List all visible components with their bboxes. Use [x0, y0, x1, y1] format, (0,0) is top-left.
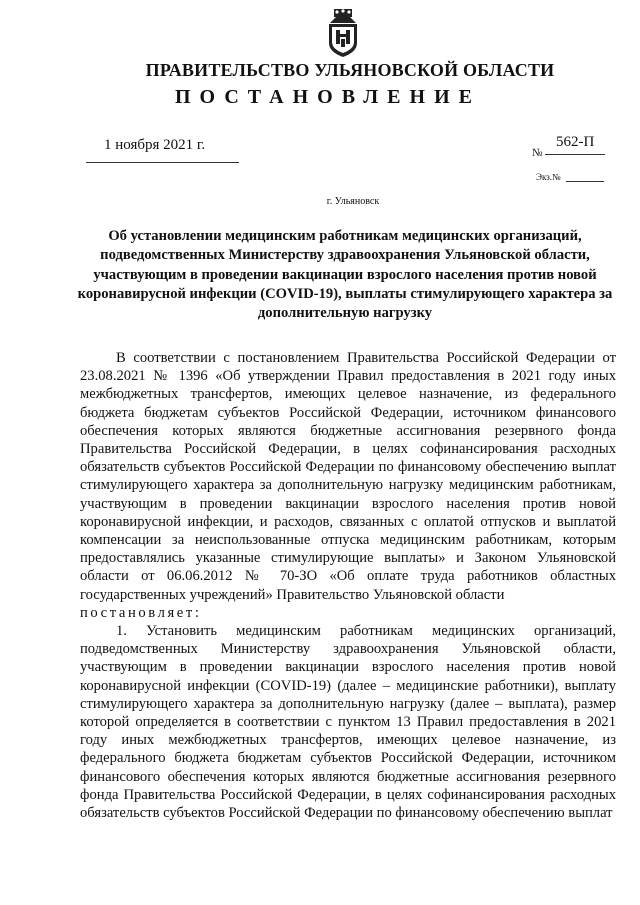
coat-of-arms-icon — [326, 8, 360, 58]
decree-title: Об установлении медицинским работникам медицинских организаций, подведомственных Министерству здравоохранения Ульяновской области, участвующим в проведении вакцинации взрослого населения против новой коронавирусной инфекции (COVID-19), выплаты стимулирующего характера за дополнительную нагрузку — [77, 228, 613, 322]
city: г. Ульяновск — [326, 196, 380, 207]
date-underline — [86, 162, 239, 163]
copy-number-underline — [566, 181, 604, 182]
decree-body — [80, 349, 616, 822]
copy-number-label: Экз.№ — [536, 172, 561, 182]
decree-number: 562-П — [556, 134, 595, 150]
government-name: ПРАВИТЕЛЬСТВО УЛЬЯНОВСКОЙ ОБЛАСТИ — [145, 60, 555, 80]
resolves-line: постановляет: — [80, 604, 202, 621]
decree-date: 1 ноября 2021 г. — [104, 137, 206, 153]
number-underline — [545, 154, 605, 155]
number-label: № — [532, 147, 543, 159]
item-1-paragraph: 1. Установить медицинским работникам медицинских организаций, подведомственных Министерству здравоохранения Ульяновской области, участвующим в проведении вакцинации взрослого населения против новой коронавирусной инфекции (COVID-19) (далее – медицинские работники), выплату стимулирующего характера за дополнительную нагрузку (далее – выплата), размер которой определяется в соответствии с пунктом 13 Правил предоставления в 2021 году иных межбюджетных трансфертов, имеющих целевое назначение, из федерального бюджета бюджетам субъектов Российской Федерации, источником финансового обеспечения которых являются бюджетные ассигнования резервного фонда Правительства Российской Федерации, в целях софинансирования расходных обязательств субъектов Российской Федерации по финансовому обеспечению выплат — [80, 623, 616, 822]
document-type: ПОСТАНОВЛЕНИЕ — [175, 86, 481, 108]
preamble-paragraph: В соответствии с постановлением Правительства Российской Федерации от 23.08.2021 № 1396 «Об утверждении Правил предоставления в 2021 году иных межбюджетных трансфертов, имеющих целевое назначение, из федерального бюджета бюджетам субъектов Российской Федерации, источником финансового обеспечения которых являются бюджетные ассигнования резервного фонда Правительства Российской Федерации, в целях софинансирования расходных обязательств субъектов Российской Федерации по финансовому обеспечению выплат стимулирующего характера за дополнительную нагрузку медицинским работникам, участвующим в проведении вакцинации взрослого населения против новой коронавирусной инфекции, и расходов, связанных с оплатой отпусков и выплатой компенсации за неиспользованные отпуска медицинским работникам, которым предоставлялись указанные стимулирующие выплаты» и Законом Ульяновской области от 06.06.2012 № 70-ЗО «Об оплате труда работников областных государственных учреждений» Правительство Ульяновской области — [80, 350, 616, 603]
